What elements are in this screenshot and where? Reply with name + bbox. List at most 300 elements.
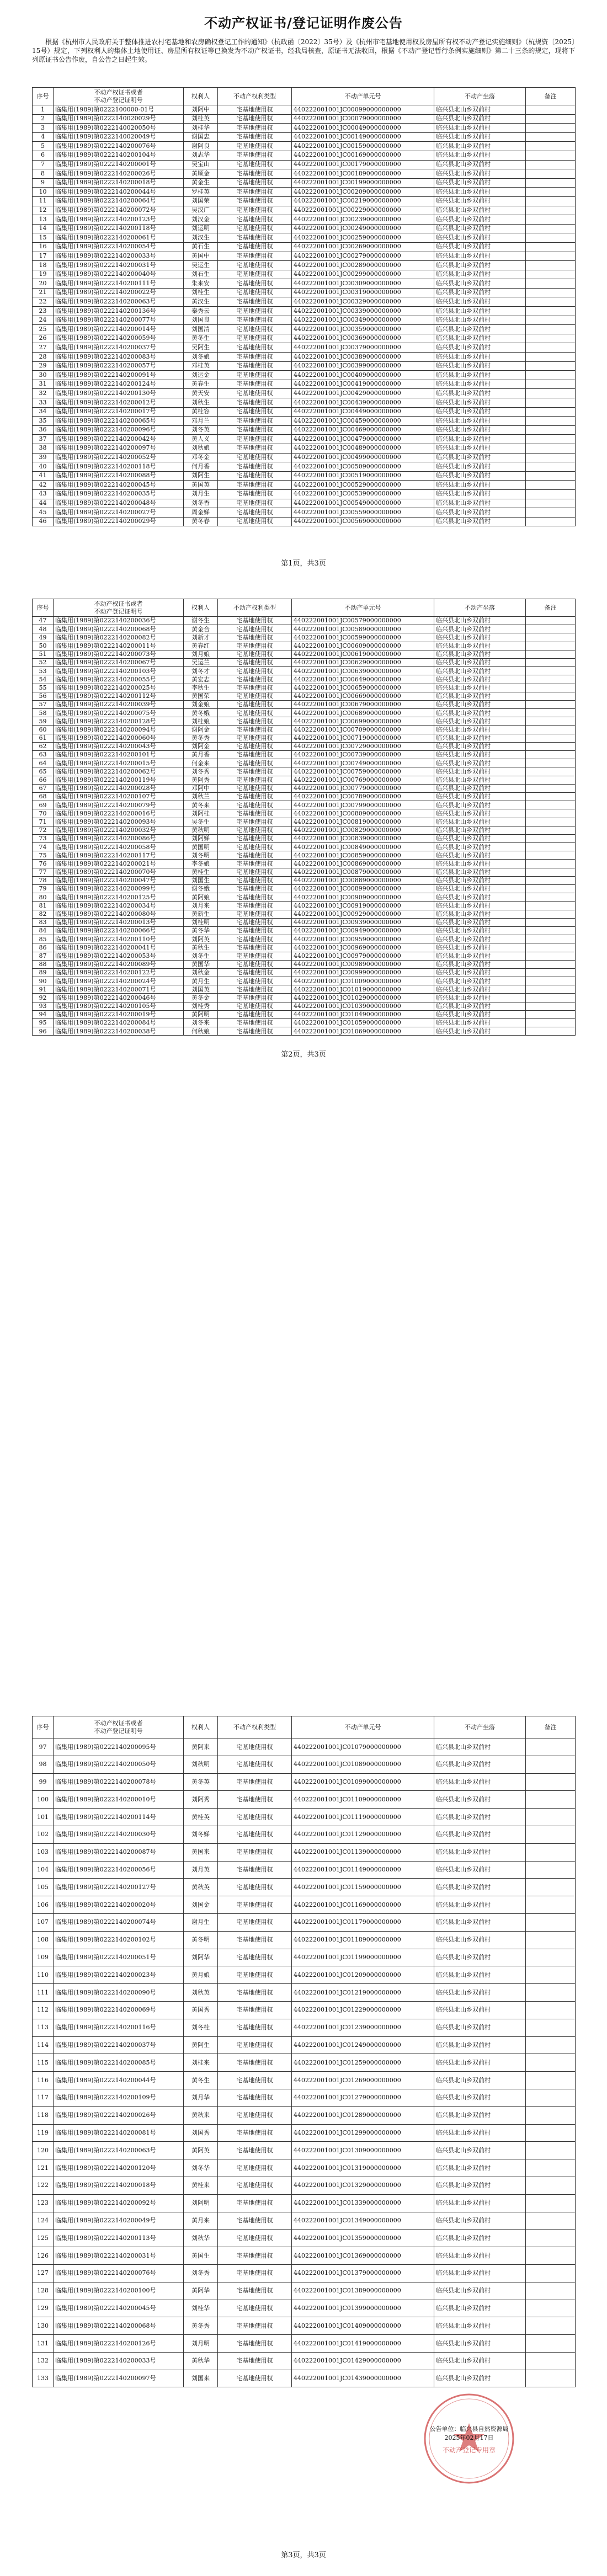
right-type-cell: 宅基地使用权 — [218, 2230, 292, 2247]
certificate-number-cell: 临集用(1989)第0222140200040号 — [54, 270, 184, 279]
header-owner: 权利人 — [184, 1716, 218, 1738]
remark-cell — [526, 215, 576, 225]
certificate-number-cell: 临集用(1989)第0222140200013号 — [54, 918, 184, 926]
owner-cell: 秦秀云 — [184, 307, 218, 316]
remark-cell — [526, 893, 576, 902]
seq-cell: 88 — [33, 960, 54, 968]
location-cell: 临兴县北山乡双前村 — [434, 105, 526, 115]
certificate-number-cell: 临集用(1989)第0222140200012号 — [54, 398, 184, 408]
remark-cell — [526, 784, 576, 792]
remark-cell — [526, 985, 576, 994]
location-cell: 临兴县北山乡双前村 — [434, 1010, 526, 1018]
right-type-cell: 宅基地使用权 — [218, 407, 292, 417]
right-type-cell: 宅基地使用权 — [218, 279, 292, 289]
certificate-table-page-2 — [32, 599, 576, 1036]
unit-number-cell: 440222001001JC00829000000000 — [292, 826, 434, 834]
certificate-number-cell: 临集用(1989)第0222140200112号 — [54, 692, 184, 700]
certificate-table-page-3 — [32, 1716, 576, 2387]
remark-cell — [526, 2352, 576, 2370]
owner-cell: 罗桂英 — [184, 188, 218, 197]
page-number-1: 第1页，共3页 — [281, 559, 326, 568]
certificate-number-cell: 临集用(1989)第0222140200043号 — [54, 742, 184, 750]
remark-cell — [526, 926, 576, 935]
owner-cell: 刘阿金 — [184, 742, 218, 750]
certificate-number-cell: 临集用(1989)第0222140200070号 — [54, 868, 184, 876]
unit-number-cell: 440222001001JC00999000000000 — [292, 968, 434, 977]
seq-cell: 6 — [33, 151, 54, 160]
seq-cell: 50 — [33, 642, 54, 650]
unit-number-cell: 440222001001JC00149000000000 — [292, 132, 434, 142]
owner-cell: 刘冬英 — [184, 425, 218, 435]
seq-cell: 29 — [33, 361, 54, 371]
owner-cell: 黄新生 — [184, 910, 218, 918]
table-row — [33, 1002, 576, 1010]
seq-cell: 123 — [33, 2194, 54, 2212]
remark-cell — [526, 2072, 576, 2089]
location-cell: 临兴县北山乡双前村 — [434, 353, 526, 362]
remark-cell — [526, 960, 576, 968]
owner-cell: 刘冬秀 — [184, 2264, 218, 2282]
table-row — [33, 206, 576, 215]
table-row — [33, 1879, 576, 1896]
unit-number-cell: 440222001001JC00439000000000 — [292, 398, 434, 408]
remark-cell — [526, 398, 576, 408]
seq-cell: 102 — [33, 1826, 54, 1843]
right-type-cell: 宅基地使用权 — [218, 114, 292, 124]
certificate-number-cell: 临集用(1989)第0222140200100号 — [54, 2282, 184, 2300]
unit-number-cell: 440222001001JC00669000000000 — [292, 692, 434, 700]
seq-cell: 13 — [33, 215, 54, 225]
seq-cell: 108 — [33, 1931, 54, 1949]
certificate-number-cell: 临集用(1989)第0222140200087号 — [54, 1843, 184, 1861]
table-row — [33, 499, 576, 508]
certificate-number-cell: 临集用(1989)第0222140200082号 — [54, 633, 184, 642]
right-type-cell: 宅基地使用权 — [218, 233, 292, 243]
unit-number-cell: 440222001001JC00839000000000 — [292, 834, 434, 842]
owner-cell: 黄阿来 — [184, 1738, 218, 1756]
certificate-number-cell: 临集用(1989)第0222140200068号 — [54, 2317, 184, 2335]
unit-number-cell: 440222001001JC01079000000000 — [292, 1738, 434, 1756]
table-row — [33, 2106, 576, 2124]
seq-cell: 79 — [33, 885, 54, 893]
owner-cell: 黄冬来 — [184, 801, 218, 809]
table-row — [33, 809, 576, 818]
location-cell: 临兴县北山乡双前村 — [434, 776, 526, 784]
remark-cell — [526, 316, 576, 325]
location-cell: 临兴县北山乡双前村 — [434, 1791, 526, 1809]
seq-cell: 38 — [33, 444, 54, 453]
table-row — [33, 926, 576, 935]
remark-cell — [526, 2282, 576, 2300]
right-type-cell: 宅基地使用权 — [218, 684, 292, 692]
location-cell: 临兴县北山乡双前村 — [434, 215, 526, 225]
certificate-number-cell: 临集用(1989)第0222140200033号 — [54, 252, 184, 261]
seq-cell: 30 — [33, 371, 54, 380]
certificate-number-cell: 临集用(1989)第0222140200038号 — [54, 1027, 184, 1036]
location-cell: 临兴县北山乡双前村 — [434, 2370, 526, 2387]
certificate-number-cell: 临集用(1989)第0222140200065号 — [54, 417, 184, 426]
location-cell: 临兴县北山乡双前村 — [434, 1002, 526, 1010]
owner-cell: 刘秋生 — [184, 398, 218, 408]
remark-cell — [526, 380, 576, 389]
remark-cell — [526, 2317, 576, 2335]
location-cell: 临兴县北山乡双前村 — [434, 851, 526, 860]
certificate-number-cell: 临集用(1989)第0222140200120号 — [54, 2159, 184, 2177]
unit-number-cell: 440222001001JC00399000000000 — [292, 361, 434, 371]
remark-cell — [526, 1809, 576, 1826]
owner-cell: 刘阿生 — [184, 471, 218, 481]
remark-cell — [526, 2230, 576, 2247]
location-cell: 临兴县北山乡双前村 — [434, 1809, 526, 1826]
header-remark: 备注 — [526, 1716, 576, 1738]
location-cell: 临兴县北山乡双前村 — [434, 977, 526, 985]
remark-cell — [526, 105, 576, 115]
remark-cell — [526, 625, 576, 633]
unit-number-cell: 440222001001JC00769000000000 — [292, 776, 434, 784]
seq-cell: 82 — [33, 910, 54, 918]
owner-cell: 刘阿明 — [184, 2194, 218, 2212]
owner-cell: 刘国英 — [184, 985, 218, 994]
remark-cell — [526, 361, 576, 371]
table-row — [33, 918, 576, 926]
owner-cell: 刘桂秀 — [184, 1002, 218, 1010]
location-cell: 临兴县北山乡双前村 — [434, 517, 526, 526]
table-row — [33, 1756, 576, 1773]
owner-cell: 黄月生 — [184, 977, 218, 985]
owner-cell: 刘阿桂 — [184, 809, 218, 818]
unit-number-cell: 440222001001JC00749000000000 — [292, 759, 434, 767]
owner-cell: 邓阿中 — [184, 784, 218, 792]
seq-cell: 17 — [33, 252, 54, 261]
table-row — [33, 2142, 576, 2159]
table-row — [33, 667, 576, 675]
owner-cell: 刘国来 — [184, 2370, 218, 2387]
location-cell: 临兴县北山乡双前村 — [434, 751, 526, 759]
unit-number-cell: 440222001001JC00349000000000 — [292, 316, 434, 325]
right-type-cell: 宅基地使用权 — [218, 270, 292, 279]
remark-cell — [526, 444, 576, 453]
location-cell: 临兴县北山乡双前村 — [434, 206, 526, 215]
location-cell: 临兴县北山乡双前村 — [434, 642, 526, 650]
table-row — [33, 1791, 576, 1809]
owner-cell: 吴运生 — [184, 261, 218, 270]
table-row — [33, 801, 576, 809]
seq-cell: 33 — [33, 398, 54, 408]
seq-cell: 14 — [33, 224, 54, 233]
unit-number-cell: 440222001001JC00729000000000 — [292, 742, 434, 750]
location-cell: 临兴县北山乡双前村 — [434, 876, 526, 884]
right-type-cell: 宅基地使用权 — [218, 242, 292, 252]
header-remark: 备注 — [526, 599, 576, 617]
certificate-number-cell: 临集用(1989)第0222140200086号 — [54, 834, 184, 842]
remark-cell — [526, 196, 576, 206]
unit-number-cell: 440222001001JC00659000000000 — [292, 684, 434, 692]
seq-cell: 59 — [33, 717, 54, 726]
location-cell: 临兴县北山乡双前村 — [434, 2072, 526, 2089]
table-row — [33, 617, 576, 625]
seq-cell: 7 — [33, 160, 54, 169]
location-cell: 临兴县北山乡双前村 — [434, 902, 526, 910]
certificate-number-cell: 临集用(1989)第0222140200079号 — [54, 801, 184, 809]
remark-cell — [526, 2300, 576, 2317]
remark-cell — [526, 759, 576, 767]
location-cell: 临兴县北山乡双前村 — [434, 2335, 526, 2353]
certificate-number-cell: 临集用(1989)第0222140200056号 — [54, 1861, 184, 1879]
owner-cell: 刘国荣 — [184, 196, 218, 206]
owner-cell: 刘冬娘 — [184, 353, 218, 362]
seq-cell: 45 — [33, 508, 54, 518]
certificate-number-cell: 临集用(1989)第0222140200091号 — [54, 371, 184, 380]
certificate-number-cell: 临集用(1989)第0222140200092号 — [54, 2194, 184, 2212]
right-type-cell: 宅基地使用权 — [218, 1966, 292, 1984]
certificate-number-cell: 临集用(1989)第0222140200016号 — [54, 809, 184, 818]
seq-cell: 125 — [33, 2230, 54, 2247]
remark-cell — [526, 1019, 576, 1027]
unit-number-cell: 440222001001JC01169000000000 — [292, 1896, 434, 1914]
owner-cell: 黄宏志 — [184, 675, 218, 684]
certificate-number-cell: 临集用(1989)第0222140200020号 — [54, 1896, 184, 1914]
owner-cell: 刘冬桂 — [184, 2019, 218, 2036]
certificate-number-cell: 临集用(1989)第0222140200128号 — [54, 717, 184, 726]
remark-cell — [526, 160, 576, 169]
table-row — [33, 2264, 576, 2282]
table-row — [33, 307, 576, 316]
unit-number-cell: 440222001001JC00679000000000 — [292, 700, 434, 708]
owner-cell: 刘桂生 — [184, 288, 218, 297]
remark-cell — [526, 169, 576, 179]
certificate-number-cell: 临集用(1989)第0222140200094号 — [54, 726, 184, 734]
location-cell: 临兴县北山乡双前村 — [434, 1931, 526, 1949]
remark-cell — [526, 692, 576, 700]
table-row — [33, 1861, 576, 1879]
owner-cell: 吴汉广 — [184, 206, 218, 215]
owner-cell: 黄国生 — [184, 2247, 218, 2265]
unit-number-cell: 440222001001JC00449000000000 — [292, 407, 434, 417]
unit-number-cell: 440222001001JC00619000000000 — [292, 650, 434, 658]
seq-cell: 60 — [33, 726, 54, 734]
owner-cell: 刘运明 — [184, 224, 218, 233]
unit-number-cell: 440222001001JC00269000000000 — [292, 242, 434, 252]
location-cell: 临兴县北山乡双前村 — [434, 658, 526, 666]
location-cell: 临兴县北山乡双前村 — [434, 843, 526, 851]
right-type-cell: 宅基地使用权 — [218, 935, 292, 943]
seq-cell: 128 — [33, 2282, 54, 2300]
location-cell: 临兴县北山乡双前村 — [434, 709, 526, 717]
owner-cell: 刘冬娣 — [184, 1826, 218, 1843]
seq-cell: 44 — [33, 499, 54, 508]
unit-number-cell: 440222001001JC01259000000000 — [292, 2054, 434, 2072]
owner-cell: 刘汉金 — [184, 215, 218, 225]
remark-cell — [526, 389, 576, 398]
location-cell: 临兴县北山乡双前村 — [434, 288, 526, 297]
certificate-number-cell: 临集用(1989)第0222140200127号 — [54, 1879, 184, 1896]
location-cell: 临兴县北山乡双前村 — [434, 809, 526, 818]
right-type-cell: 宅基地使用权 — [218, 860, 292, 868]
owner-cell: 黄冬春 — [184, 517, 218, 526]
location-cell: 临兴县北山乡双前村 — [434, 1984, 526, 2002]
location-cell: 临兴县北山乡双前村 — [434, 343, 526, 353]
seq-cell: 83 — [33, 918, 54, 926]
seq-cell: 100 — [33, 1791, 54, 1809]
table-row — [33, 776, 576, 784]
certificate-number-cell: 临集用(1989)第0222140200033号 — [54, 2352, 184, 2370]
seq-cell: 35 — [33, 417, 54, 426]
seq-cell: 3 — [33, 124, 54, 133]
location-cell: 临兴县北山乡双前村 — [434, 2264, 526, 2282]
remark-cell — [526, 818, 576, 826]
owner-cell: 黄国荣 — [184, 692, 218, 700]
location-cell: 临兴县北山乡双前村 — [434, 132, 526, 142]
remark-cell — [526, 809, 576, 818]
unit-number-cell: 440222001001JC00419000000000 — [292, 380, 434, 389]
right-type-cell: 宅基地使用权 — [218, 709, 292, 717]
table-row — [33, 2089, 576, 2106]
remark-cell — [526, 261, 576, 270]
page-title: 不动产权证书/登记证明作废公告 — [204, 15, 403, 31]
unit-number-cell: 440222001001JC01179000000000 — [292, 1913, 434, 1931]
owner-cell: 黄月娘 — [184, 1966, 218, 1984]
certificate-number-cell: 临集用(1989)第0222140200026号 — [54, 2106, 184, 2124]
seq-cell: 122 — [33, 2177, 54, 2194]
remark-cell — [526, 876, 576, 884]
seq-cell: 56 — [33, 692, 54, 700]
unit-number-cell: 440222001001JC00909000000000 — [292, 893, 434, 902]
seq-cell: 126 — [33, 2247, 54, 2265]
right-type-cell: 宅基地使用权 — [218, 767, 292, 776]
right-type-cell: 宅基地使用权 — [218, 1002, 292, 1010]
right-type-cell: 宅基地使用权 — [218, 1931, 292, 1949]
right-type-cell: 宅基地使用权 — [218, 2370, 292, 2387]
right-type-cell: 宅基地使用权 — [218, 2036, 292, 2054]
right-type-cell: 宅基地使用权 — [218, 2001, 292, 2019]
seq-cell: 77 — [33, 868, 54, 876]
owner-cell: 谢冬娥 — [184, 885, 218, 893]
seq-cell: 81 — [33, 902, 54, 910]
unit-number-cell: 440222001001JC00849000000000 — [292, 843, 434, 851]
owner-cell: 刘阿秀 — [184, 1791, 218, 1809]
table-row — [33, 398, 576, 408]
certificate-number-cell: 临集用(1989)第0222140200077号 — [54, 316, 184, 325]
owner-cell: 黄冬秀 — [184, 2317, 218, 2335]
remark-cell — [526, 1984, 576, 2002]
table-row — [33, 2124, 576, 2142]
location-cell: 临兴县北山乡双前村 — [434, 1756, 526, 1773]
page-number-2: 第2页，共3页 — [281, 1050, 326, 1059]
owner-cell: 黄人义 — [184, 435, 218, 444]
owner-cell: 黄阿华 — [184, 2282, 218, 2300]
remark-cell — [526, 142, 576, 151]
table-row — [33, 1773, 576, 1791]
right-type-cell: 宅基地使用权 — [218, 499, 292, 508]
page-number-3: 第3页，共3页 — [281, 2551, 326, 2559]
location-cell: 临兴县北山乡双前村 — [434, 160, 526, 169]
certificate-number-cell: 临集用(1989)第0222140200032号 — [54, 826, 184, 834]
remark-cell — [526, 935, 576, 943]
location-cell: 临兴县北山乡双前村 — [434, 1019, 526, 1027]
certificate-number-cell: 临集用(1989)第0222140200061号 — [54, 233, 184, 243]
remark-cell — [526, 700, 576, 708]
certificate-number-cell: 临集用(1989)第0222140200093号 — [54, 818, 184, 826]
remark-cell — [526, 826, 576, 834]
location-cell: 临兴县北山乡双前村 — [434, 196, 526, 206]
seq-cell: 132 — [33, 2352, 54, 2370]
owner-cell: 黄国来 — [184, 1843, 218, 1861]
unit-number-cell: 440222001001JC00289000000000 — [292, 261, 434, 270]
location-cell: 临兴县北山乡双前村 — [434, 2212, 526, 2230]
table-row — [33, 1738, 576, 1756]
right-type-cell: 宅基地使用权 — [218, 489, 292, 499]
seq-cell: 40 — [33, 462, 54, 472]
seq-cell: 21 — [33, 288, 54, 297]
owner-cell: 李秋生 — [184, 684, 218, 692]
certificate-number-cell: 临集用(1989)第0222140200019号 — [54, 1010, 184, 1018]
seq-cell: 130 — [33, 2317, 54, 2335]
right-type-cell: 宅基地使用权 — [218, 893, 292, 902]
remark-cell — [526, 1027, 576, 1036]
certificate-number-cell: 临集用(1989)第0222140200018号 — [54, 2177, 184, 2194]
remark-cell — [526, 132, 576, 142]
right-type-cell: 宅基地使用权 — [218, 371, 292, 380]
owner-cell: 黄冬华 — [184, 926, 218, 935]
remark-cell — [526, 325, 576, 334]
unit-number-cell: 440222001001JC00389000000000 — [292, 353, 434, 362]
seq-cell: 10 — [33, 188, 54, 197]
certificate-number-cell: 临集用(1989)第0222140200026号 — [54, 169, 184, 179]
table-row — [33, 2036, 576, 2054]
unit-number-cell: 440222001001JC01229000000000 — [292, 2001, 434, 2019]
table-row — [33, 910, 576, 918]
location-cell: 临兴县北山乡双前村 — [434, 667, 526, 675]
table-row — [33, 625, 576, 633]
certificate-number-cell: 临集用(1989)第0222100000-01号 — [54, 105, 184, 115]
header-location: 不动产坐落 — [434, 88, 526, 105]
remark-cell — [526, 2089, 576, 2106]
owner-cell: 刘阿英 — [184, 935, 218, 943]
remark-cell — [526, 994, 576, 1002]
right-type-cell: 宅基地使用权 — [218, 1896, 292, 1914]
owner-cell: 黄冬英 — [184, 1773, 218, 1791]
seq-cell: 89 — [33, 968, 54, 977]
seq-cell: 55 — [33, 684, 54, 692]
seq-cell: 42 — [33, 481, 54, 490]
table-row — [33, 2212, 576, 2230]
table-row — [33, 734, 576, 742]
certificate-number-cell: 临集用(1989)第0222140200039号 — [54, 700, 184, 708]
header-right-type: 不动产权利类型 — [218, 88, 292, 105]
owner-cell: 何月香 — [184, 462, 218, 472]
right-type-cell: 宅基地使用权 — [218, 1826, 292, 1843]
unit-number-cell: 440222001001JC00819000000000 — [292, 818, 434, 826]
remark-cell — [526, 1879, 576, 1896]
certificate-number-cell: 临集用(1989)第0222140200107号 — [54, 792, 184, 801]
table-row — [33, 343, 576, 353]
seq-cell: 39 — [33, 453, 54, 462]
certificate-number-cell: 临集用(1989)第0222140200097号 — [54, 2370, 184, 2387]
certificate-number-cell: 临集用(1989)第0222140200089号 — [54, 960, 184, 968]
unit-number-cell: 440222001001JC01029000000000 — [292, 994, 434, 1002]
header-seq: 序号 — [33, 599, 54, 617]
location-cell: 临兴县北山乡双前村 — [434, 270, 526, 279]
right-type-cell: 宅基地使用权 — [218, 353, 292, 362]
header-right-type: 不动产权利类型 — [218, 1716, 292, 1738]
remark-cell — [526, 801, 576, 809]
table-row — [33, 169, 576, 179]
certificate-number-cell: 临集用(1989)第0222140200047号 — [54, 876, 184, 884]
right-type-cell: 宅基地使用权 — [218, 918, 292, 926]
certificate-number-cell: 临集用(1989)第0222140200063号 — [54, 2142, 184, 2159]
owner-cell: 黄顺金 — [184, 169, 218, 179]
unit-number-cell: 440222001001JC00799000000000 — [292, 801, 434, 809]
